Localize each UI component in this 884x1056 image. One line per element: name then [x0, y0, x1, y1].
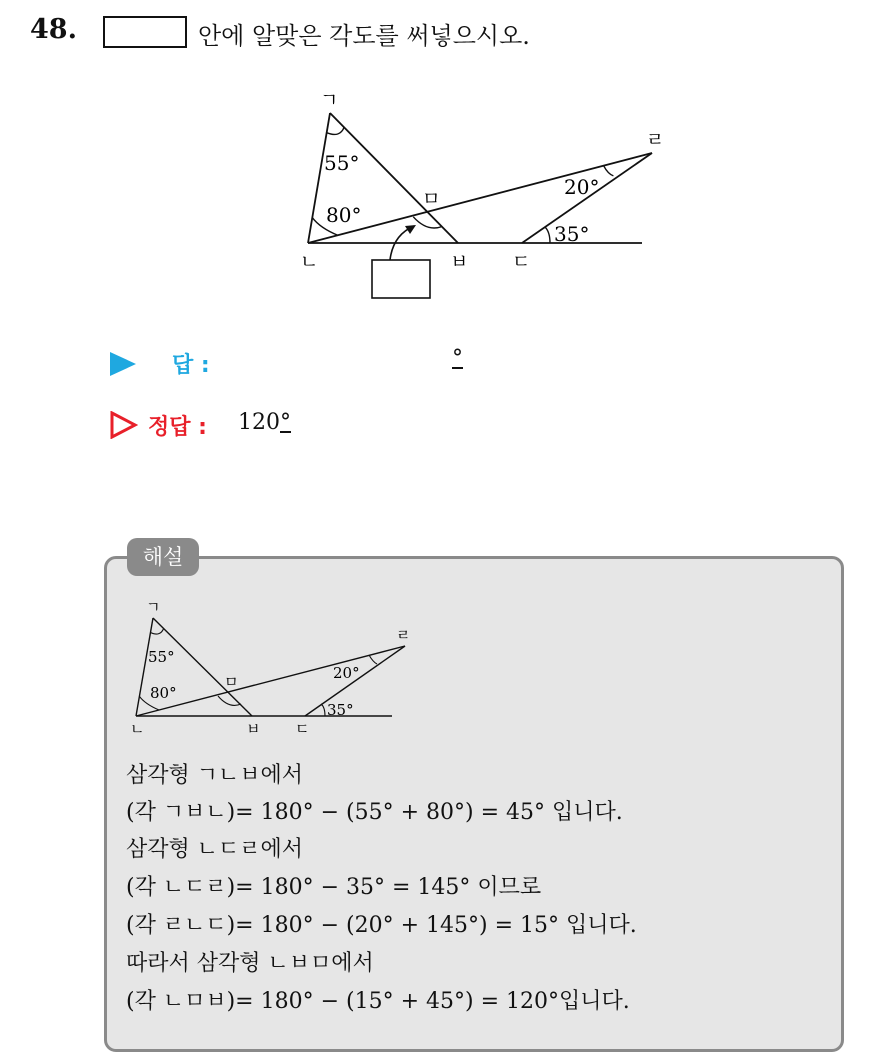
- angle-20: 20°: [564, 175, 600, 199]
- solution-line-6: 따라서 삼각형 ㄴㅂㅁ에서: [126, 951, 374, 976]
- question-number: 48.: [30, 14, 77, 45]
- point-g: ㄱ: [320, 89, 339, 111]
- blank-box: [103, 16, 187, 48]
- angle-35: 35°: [554, 222, 590, 246]
- sol-arc-m: [218, 696, 241, 705]
- figure-answer-box: [372, 260, 430, 298]
- sol-angle-55: 55°: [148, 648, 175, 666]
- sol-arc-35: [321, 704, 325, 716]
- correct-unit: °: [280, 410, 291, 435]
- solution-line-3: 삼각형 ㄴㄷㄹ에서: [126, 837, 304, 862]
- correct-label: 정답 :: [148, 415, 207, 440]
- angle-55: 55°: [324, 151, 360, 175]
- correct-triangle-icon: [110, 411, 138, 439]
- point-r: ㄹ: [646, 129, 665, 151]
- solution-figure: [128, 596, 418, 736]
- sol-angle-20: 20°: [333, 664, 360, 682]
- main-figure: [290, 80, 670, 310]
- sol-point-d: ㄷ: [295, 720, 310, 736]
- sol-point-r: ㄹ: [396, 626, 411, 644]
- sol-arc-20: [369, 655, 377, 664]
- answer-label: 답 :: [172, 353, 210, 378]
- sol-point-n: ㄴ: [130, 720, 145, 736]
- arc-35: [545, 227, 550, 243]
- solution-line-4: (각 ㄴㄷㄹ)= 180° − 35° = 145° 이므로: [126, 875, 542, 900]
- point-m: ㅁ: [422, 188, 441, 210]
- sol-segment-n-r: [136, 646, 405, 716]
- sol-point-m: ㅁ: [224, 673, 239, 691]
- angle-80: 80°: [326, 203, 362, 227]
- point-n: ㄴ: [300, 251, 319, 273]
- sol-angle-80: 80°: [150, 684, 177, 702]
- correct-value: [238, 410, 291, 435]
- solution-line-2: (각 ㄱㅂㄴ)= 180° − (55° + 80°) = 45° 입니다.: [126, 800, 623, 825]
- arc-55: [327, 127, 344, 134]
- arc-20: [604, 166, 614, 176]
- point-d: ㄷ: [512, 251, 531, 273]
- sol-point-g: ㄱ: [146, 598, 161, 616]
- sol-point-b: ㅂ: [246, 720, 261, 736]
- solution-line-7: (각 ㄴㅁㅂ)= 180° − (15° + 45°) = 120°입니다.: [126, 989, 630, 1014]
- sol-arc-55: [151, 629, 164, 634]
- answer-triangle-icon: [110, 352, 136, 376]
- solution-tab: 해설: [127, 538, 199, 576]
- answer-degree: °: [452, 346, 463, 371]
- point-b: ㅂ: [450, 251, 469, 273]
- sol-angle-35: 35°: [327, 701, 354, 719]
- segment-n-r: [308, 153, 652, 243]
- solution-line-5: (각 ㄹㄴㄷ)= 180° − (20° + 145°) = 15° 입니다.: [126, 913, 637, 938]
- correct-number: 120: [238, 410, 280, 435]
- solution-line-1: 삼각형 ㄱㄴㅂ에서: [126, 763, 304, 788]
- question-text: 안에 알맞은 각도를 써넣으시오.: [198, 22, 530, 50]
